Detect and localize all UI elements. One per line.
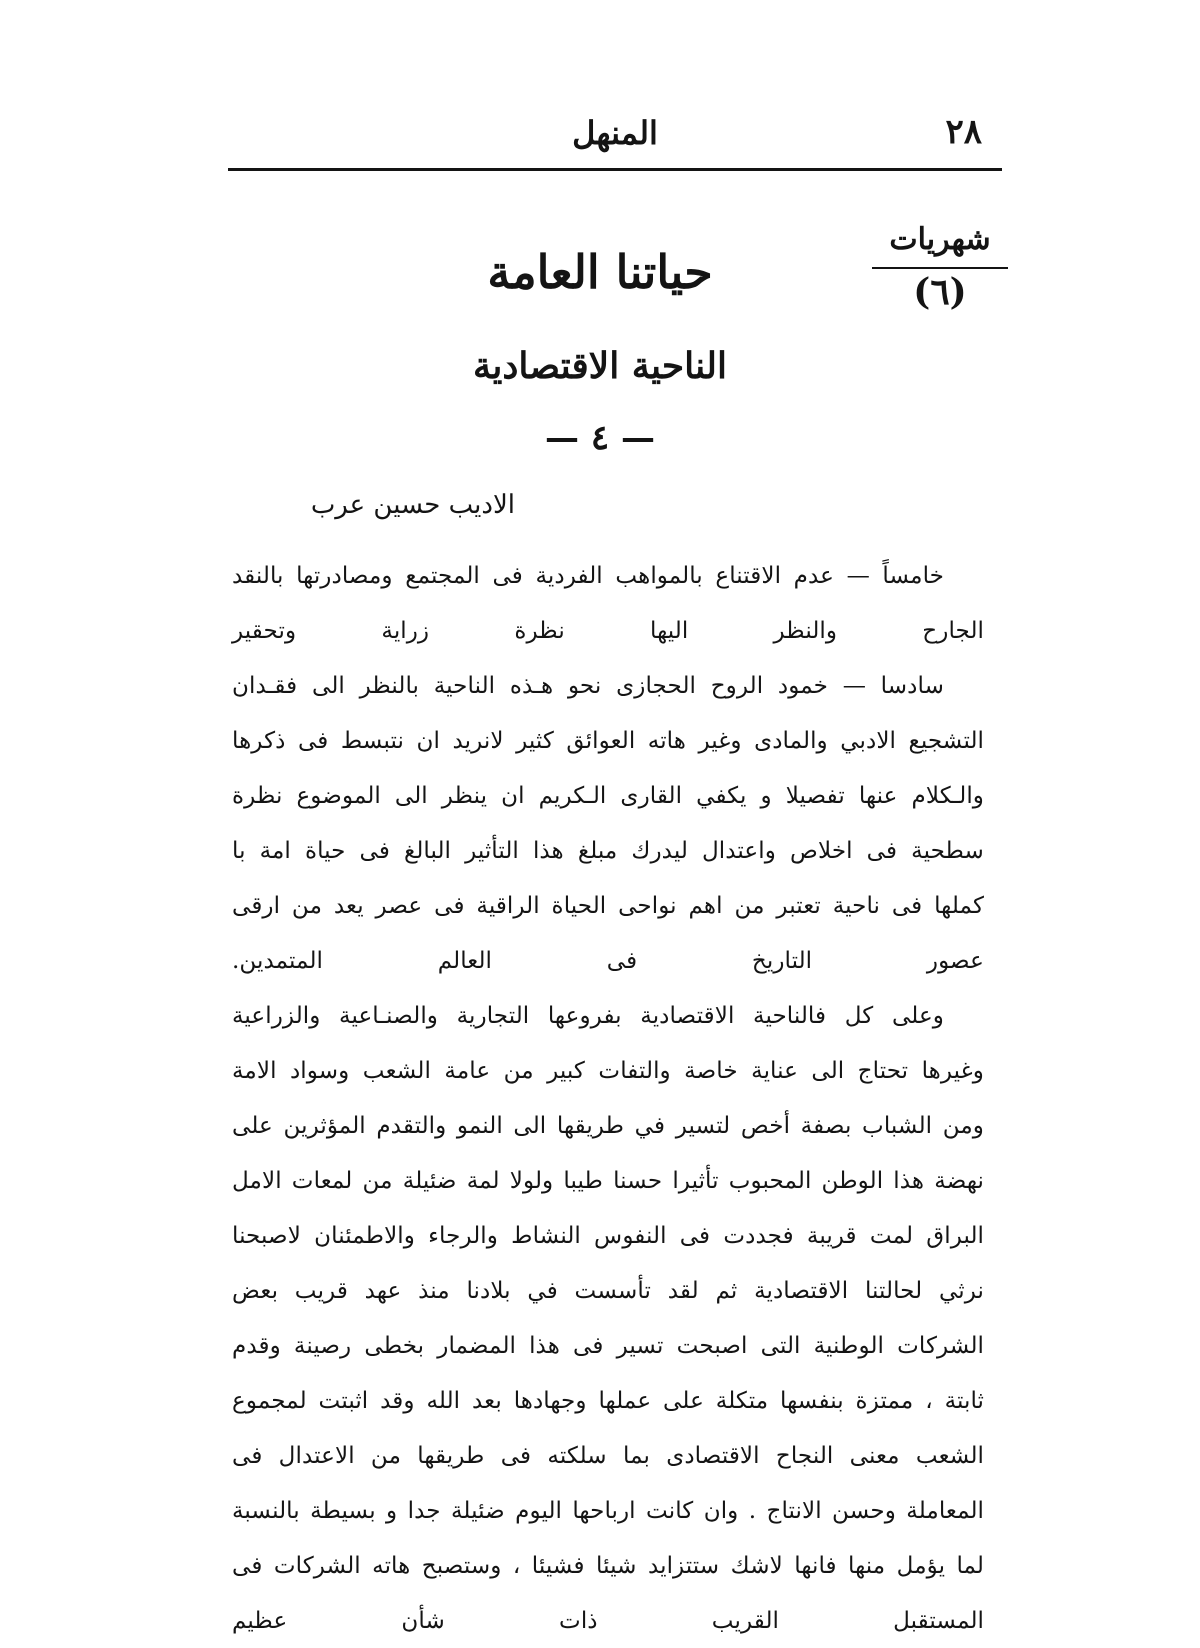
magazine-name: المنهل [572,114,658,152]
author-byline: الاديب حسين عرب [310,490,515,520]
article-body [232,548,984,1648]
article-subtitle: الناحية الاقتصادية [473,345,727,387]
page-number: ٢٨ [945,112,982,152]
series-title: شهريات [872,222,1008,269]
series-number: (٦) [913,271,967,313]
running-header [230,112,1000,162]
header-divider [228,168,1002,171]
paragraph-3: وعلى كل فالناحية الاقتصادية بفروعها التجارية والصنـاعية والزراعية وغيرها تحتاج الى عناية خاصة والتفات كبير من عامة الشعب وسواد الامة ومن الشباب بصفة أخص لتسير في طريقها الى النمو والتقدم المؤثرين على نهضة هذا الوطن المحبوب تأثيرا حسنا طيبا ولولا لمة ضئيلة من لمعات الامل البراق لمت قريبة فجددت فى النفوس النشاط والرجاء والاطمئنان لاصبحنا نرثي لحالتنا الاقتصادية ثم لقد تأسست في بلادنا منذ عهد قريب بعض الشركات الوطنية التى اصبحت تسير فى هذا المضمار بخطى رصينة وقدم ثابتة ، ممتزة بنفسها متكلة على عملها وجهادها بعد الله وقد اثبتت لمجموع الشعب معنى النجاح الاقتصادى بما سلكته فى طريقها من الاعتدال فى المعاملة وحسن الانتاج . وان كانت ارباحها اليوم ضئيلة جدا و بسيطة بالنسبة لما يؤمل منها فانها لاشك ستتزايد شيئا فشيئا ، وستصبح هاته الشركات فى المستقبل القريب ذات شأن عظيم [232,1002,984,1634]
paragraph-1: خامساً — عدم الاقتناع بالمواهب الفردية فى المجتمع ومصادرتها بالنقد الجارح والنظر اليها نظرة زراية وتحقير [232,562,984,644]
paragraph-2: سادسا — خمود الروح الحجازى نحو هـذه الناحية بالنظر الى فقـدان التشجيع الادبي والمادى وغير هاته العوائق كثير لانريد ان نتبسط فى ذكرها والـكلام عنها تفصيلا و يكفي القارى الـكريم ان ينظر الى الموضوع نظرة سطحية فى اخلاص واعتدال ليدرك مبلغ هذا التأثير البالغ فى حياة امة با كملها فى ناحية تعتبر من اهم نواحى الحياة الراقية فى عصر يعد من ارقى عصور التاريخ فى العالم المتمدين. [232,672,984,974]
article-title: حياتنا العامة [487,245,713,299]
part-number: — ٤ — [545,418,655,458]
